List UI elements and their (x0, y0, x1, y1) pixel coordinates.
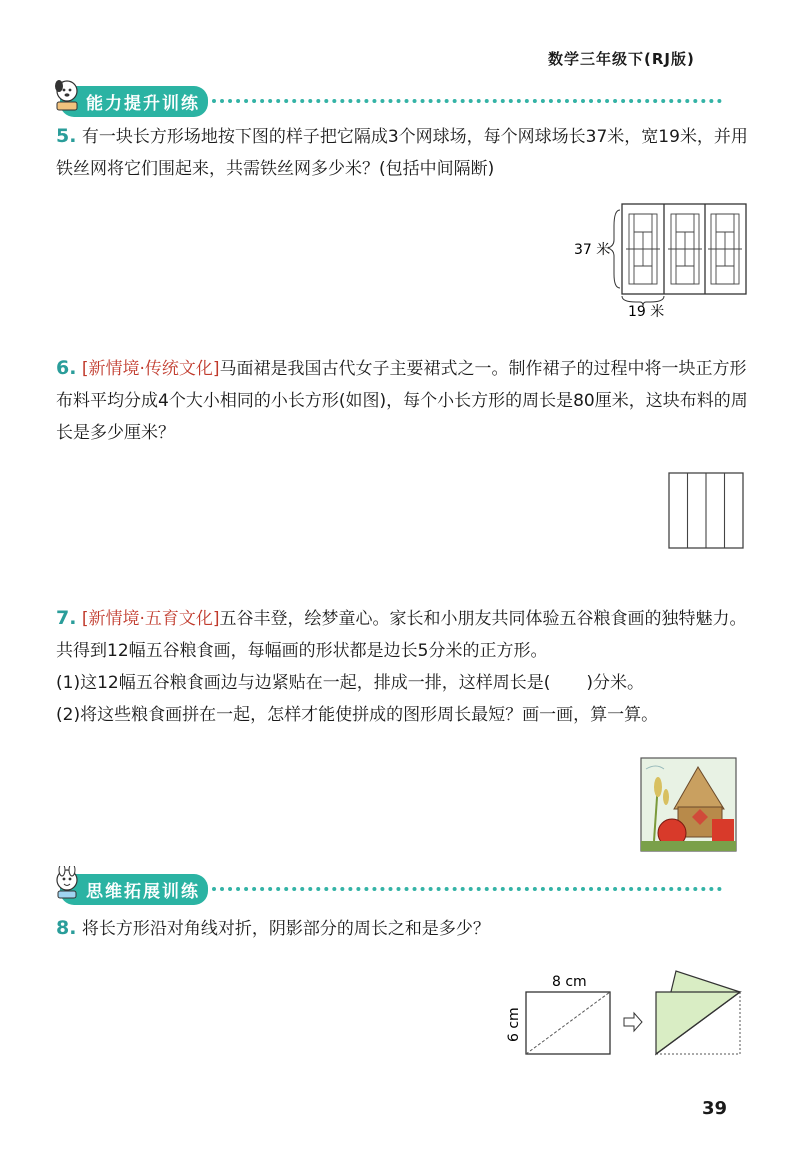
height-label: 6 cm (506, 1007, 522, 1042)
section-badge (60, 874, 208, 905)
dotted-divider (212, 99, 722, 103)
width-label: 19 米 (628, 304, 665, 320)
section-title: 能力提升训练 (86, 93, 200, 114)
question-number: 6. (56, 357, 77, 379)
tag-bracket: [ (81, 359, 89, 379)
tag-bracket: [ (81, 609, 89, 629)
question-text: 马面裙是我国古代女子主要裙式之一。制作裙子的过程中将一块正方形布料平均分成4个大小相同的小长方形(如图)，每个小长方形的周长是80厘米，这块布料的周长是多少厘米？ (56, 359, 748, 443)
length-label: 37 米 (574, 242, 611, 258)
folding-rectangle-diagram (500, 966, 750, 1062)
width-label: 8 cm (552, 974, 587, 990)
question-6 (56, 352, 756, 449)
question-text: 五谷丰登，绘梦童心。家长和小朋友共同体验五谷粮食画的独特魅力。共得到12幅五谷粮食画，每幅画的形状都是边长5分米的正方形。 (56, 609, 747, 661)
tag-bracket: ] (212, 359, 220, 379)
tag-bracket: ] (212, 609, 220, 629)
grain-painting-illustration (640, 757, 738, 853)
dotted-divider (212, 887, 722, 891)
page-number: 39 (702, 1098, 728, 1119)
question-7 (56, 602, 756, 731)
question-5 (56, 120, 756, 185)
mascot-icon (52, 866, 82, 900)
sub-question-1 (56, 667, 756, 699)
sub-question-2: (2)将这些粮食画拼在一起，怎样才能使拼成的图形周长最短？画一画，算一算。 (56, 705, 659, 725)
sub-question-1-unit: )分米。 (586, 673, 644, 693)
question-number: 7. (56, 607, 77, 629)
question-8 (56, 912, 756, 945)
arrow-right-icon (624, 1013, 642, 1031)
question-text: 有一块长方形场地按下图的样子把它隔成3个网球场，每个网球场长37米，宽19米，并用铁丝网将它们围起来，共需铁丝网多少米？(包括中间隔断) (56, 127, 748, 179)
section-badge (60, 86, 208, 117)
square-fabric-diagram (668, 472, 746, 552)
mascot-icon (52, 78, 82, 112)
section-bar-thinking (60, 872, 722, 906)
question-text: 将长方形沿对角线对折，阴影部分的周长之和是多少？ (81, 919, 490, 939)
context-tag: 新情境·五育文化 (88, 609, 213, 629)
question-number: 8. (56, 917, 77, 939)
book-title: 数学三年级下(RJ版) (548, 50, 695, 68)
tennis-court-diagram (560, 196, 760, 322)
context-tag: 新情境·传统文化 (88, 359, 213, 379)
section-title: 思维拓展训练 (86, 881, 200, 902)
sub-question-1-text: (1)这12幅五谷粮食画边与边紧贴在一起，排成一排，这样周长是( (56, 673, 551, 693)
section-bar-ability (60, 84, 722, 118)
question-number: 5. (56, 125, 77, 147)
